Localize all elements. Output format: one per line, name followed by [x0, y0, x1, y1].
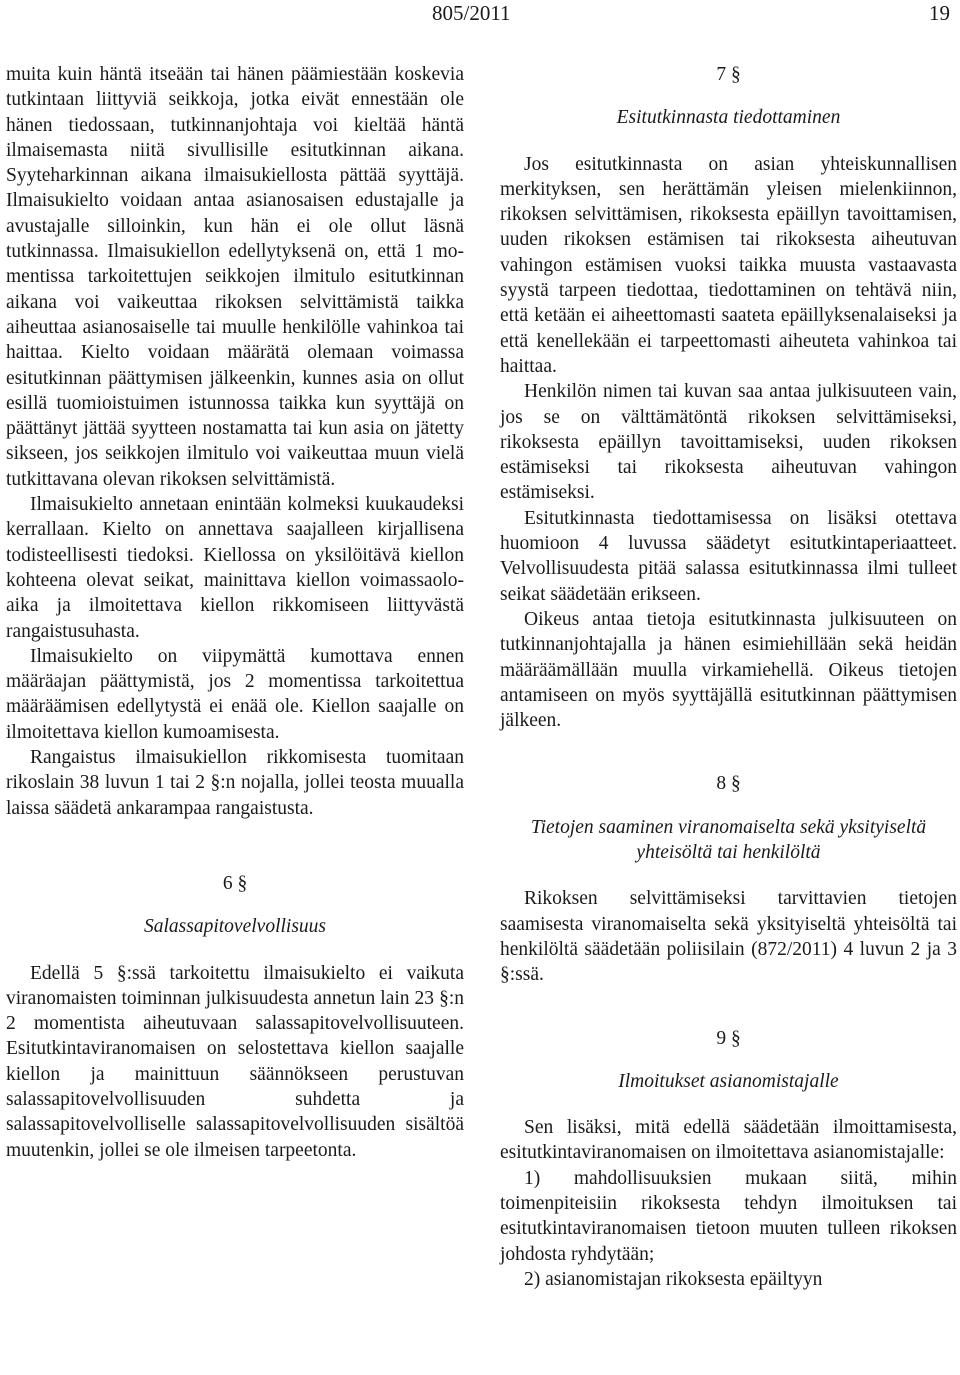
section-9-title: Ilmoitukset asianomistajalle	[618, 1070, 839, 1092]
paragraph: Henkilön nimen tai kuvan saa antaa julkisuuteen vain, jos se on välttämätöntä rikoksen selvittämiseksi, rikoksesta epäillyn tavoittamiseksi, uuden rikoksen estämiseksi tai rikoksesta aiheutuvan vahingon estämiseksi.	[500, 381, 957, 504]
section-7-number: 7 §	[716, 64, 741, 85]
section-6-number: 6 §	[222, 872, 248, 894]
paragraph: Sen lisäksi, mitä edellä säädetään ilmoittamisesta, esitutkintaviranomaisen on ilmoitettava asianomistajalle:	[500, 1117, 957, 1164]
left-column	[6, 62, 464, 1163]
paragraph: muita kuin häntä itseään tai hänen päämiestään koskevia tutkintaan liittyviä seikkoja, jotka eivät ennestään ole hänen tiedossaan, tutkinnanjohtaja voi kieltää häntä ilmaisemasta niitä sivullisille esitutkinnan aikana. Syyteharkinnan aikana ilmaisukiellosta pättää syyttäjä. Ilmaisukielto voidaan antaa asianosaisen edustajalle ja avustajalle silloinkin, kun hän ei ole ollut läsnä tutkinnassa. Ilmaisukiellon edellytyksenä on, että 1 momentissa tarkoitettujen seikkojen ilmitulo esitutkinnan aikana voi vaikeuttaa rikoksen selvittämistä taikka aiheuttaa asianosaiselle tai muulle henkilölle vahinkoa tai haittaa. Kielto voidaan määrätä olemaan voimassa esitutkinnan päättymisen jälkeenkin, kunnes asia on ollut esillä tuomioistuimen istunnossa taikka kun syyttäjä on päättänyt jättää syytteen nostamatta tai kun asia on jätetty sikseen, jos seikkojen ilmitulo voi vaikeuttaa muun vielä tutkittavana olevan rikoksen selvittämistä.	[6, 64, 464, 490]
section-9-number: 9 §	[716, 1027, 741, 1049]
section-6-title: Salassapitovelvollisuus	[144, 916, 326, 938]
page-number: 19	[929, 1, 950, 25]
paragraph: Edellä 5 §:ssä tarkoitettu ilmaisukielto ei vaikuta viranomaisten toiminnan julkisuudesta annetun lain 23 §:n 2 momentista aiheutuvaan salassapitovelvollisuuteen. Esitutkintaviranomaisen on selostettava kiellon saajalle kiellon ja mainittuun säännökseen perustuvan salassapitovelvollisuuden suhdetta ja salassapitovelvolliselle salassapitovelvollisuuden sisältöä muutenkin, jollei se ole ilmeisen tarpeetonta.	[6, 962, 464, 1161]
page-header	[0, 0, 960, 30]
paragraph: Esitutkinnasta tiedottamisessa on lisäksi otettava huomioon 4 luvussa säädetyt esitutkintaperiaatteet. Velvollisuudesta pitää salassa esitutkinnassa ilmi tulleet seikat säädetään erikseen.	[500, 507, 957, 605]
paragraph: Rangaistus ilmaisukiellon rikkomisesta tuomitaan rikoslain 38 luvun 1 tai 2 §:n nojalla, jollei teosta muualla laissa säädetä ankarampaa rangaistusta.	[6, 747, 464, 819]
paragraph: Oikeus antaa tietoja esitutkinnasta julkisuuteen on tutkinnanjohtajalla ja hänen esimiehillään sekä heidän määräämällään muulla virkamiehellä. Oikeus tietojen antamiseen on myös syyttäjällä esitutkinnan päättymisen jälkeen.	[500, 608, 957, 732]
list-item: 2) asianomistajan rikoksesta epäiltyyn	[524, 1268, 823, 1290]
list-item: 1) mahdollisuuksien mukaan siitä, mihin toimenpiteisiin rikoksesta tehdyn ilmoituksen tai esitutkintaviranomaisen tietoon muuten tulleen rikoksen johdosta ryhdytään;	[500, 1167, 957, 1265]
section-8-number: 8 §	[716, 773, 741, 795]
section-7-title: Esitutkinnasta tiedottaminen	[616, 107, 841, 129]
statute-number: 805/2011	[432, 1, 511, 25]
paragraph: Jos esitutkinnasta on asian yhteiskunnallisen merkityksen, sen herättämän yleisen mielenkiinnon, rikoksen selvittämisen, rikoksesta epäillyn tavoittamisen, uuden rikoksen estämisen tai rikoksesta aiheutuvan vahingon estämisen vuoksi taikka muusta vastaavasta syystä tarpeen tiedottaa, tiedottaminen on tehtävä niin, että ketään ei aiheettomasti saateta epäillyksenalaiseksi ja että kenellekään ei tarpeettomasti aiheuteta vahinkoa tai haittaa.	[500, 153, 957, 377]
paragraph: Rikoksen selvittämiseksi tarvittavien tietojen saamisesta viranomaiselta sekä yksityiseltä yhteisöltä tai henkilöltä säädetään poliisilain (872/2011) 4 luvun 2 ja 3 §:ssä.	[500, 888, 957, 986]
right-column	[500, 62, 957, 1292]
paragraph: Ilmaisukielto on viipymättä kumottava ennen määräajan päättymistä, jos 2 momentissa tarkoitettua määräämisen edellytystä ei enää ole. Kiellon saajalle on ilmoitettava kiellon kumoamisesta.	[6, 645, 464, 743]
paragraph: Ilmaisukielto annetaan enintään kolmeksi kuukaudeksi kerrallaan. Kielto on annettava saajalleen kirjallisena todisteellisesti tiedoksi. Kiellossa on yksilöitävä kiellon kohteena olevat seikat, mainittava kiellon voimassaoloaika ja ilmoitettava kiellon rikkomiseen liittyvästä rangaistusuhasta.	[6, 494, 464, 642]
section-8-title: Tietojen saaminen viranomaiselta sekä yksityiseltä yhteisöltä tai henkilöltä	[530, 816, 927, 864]
